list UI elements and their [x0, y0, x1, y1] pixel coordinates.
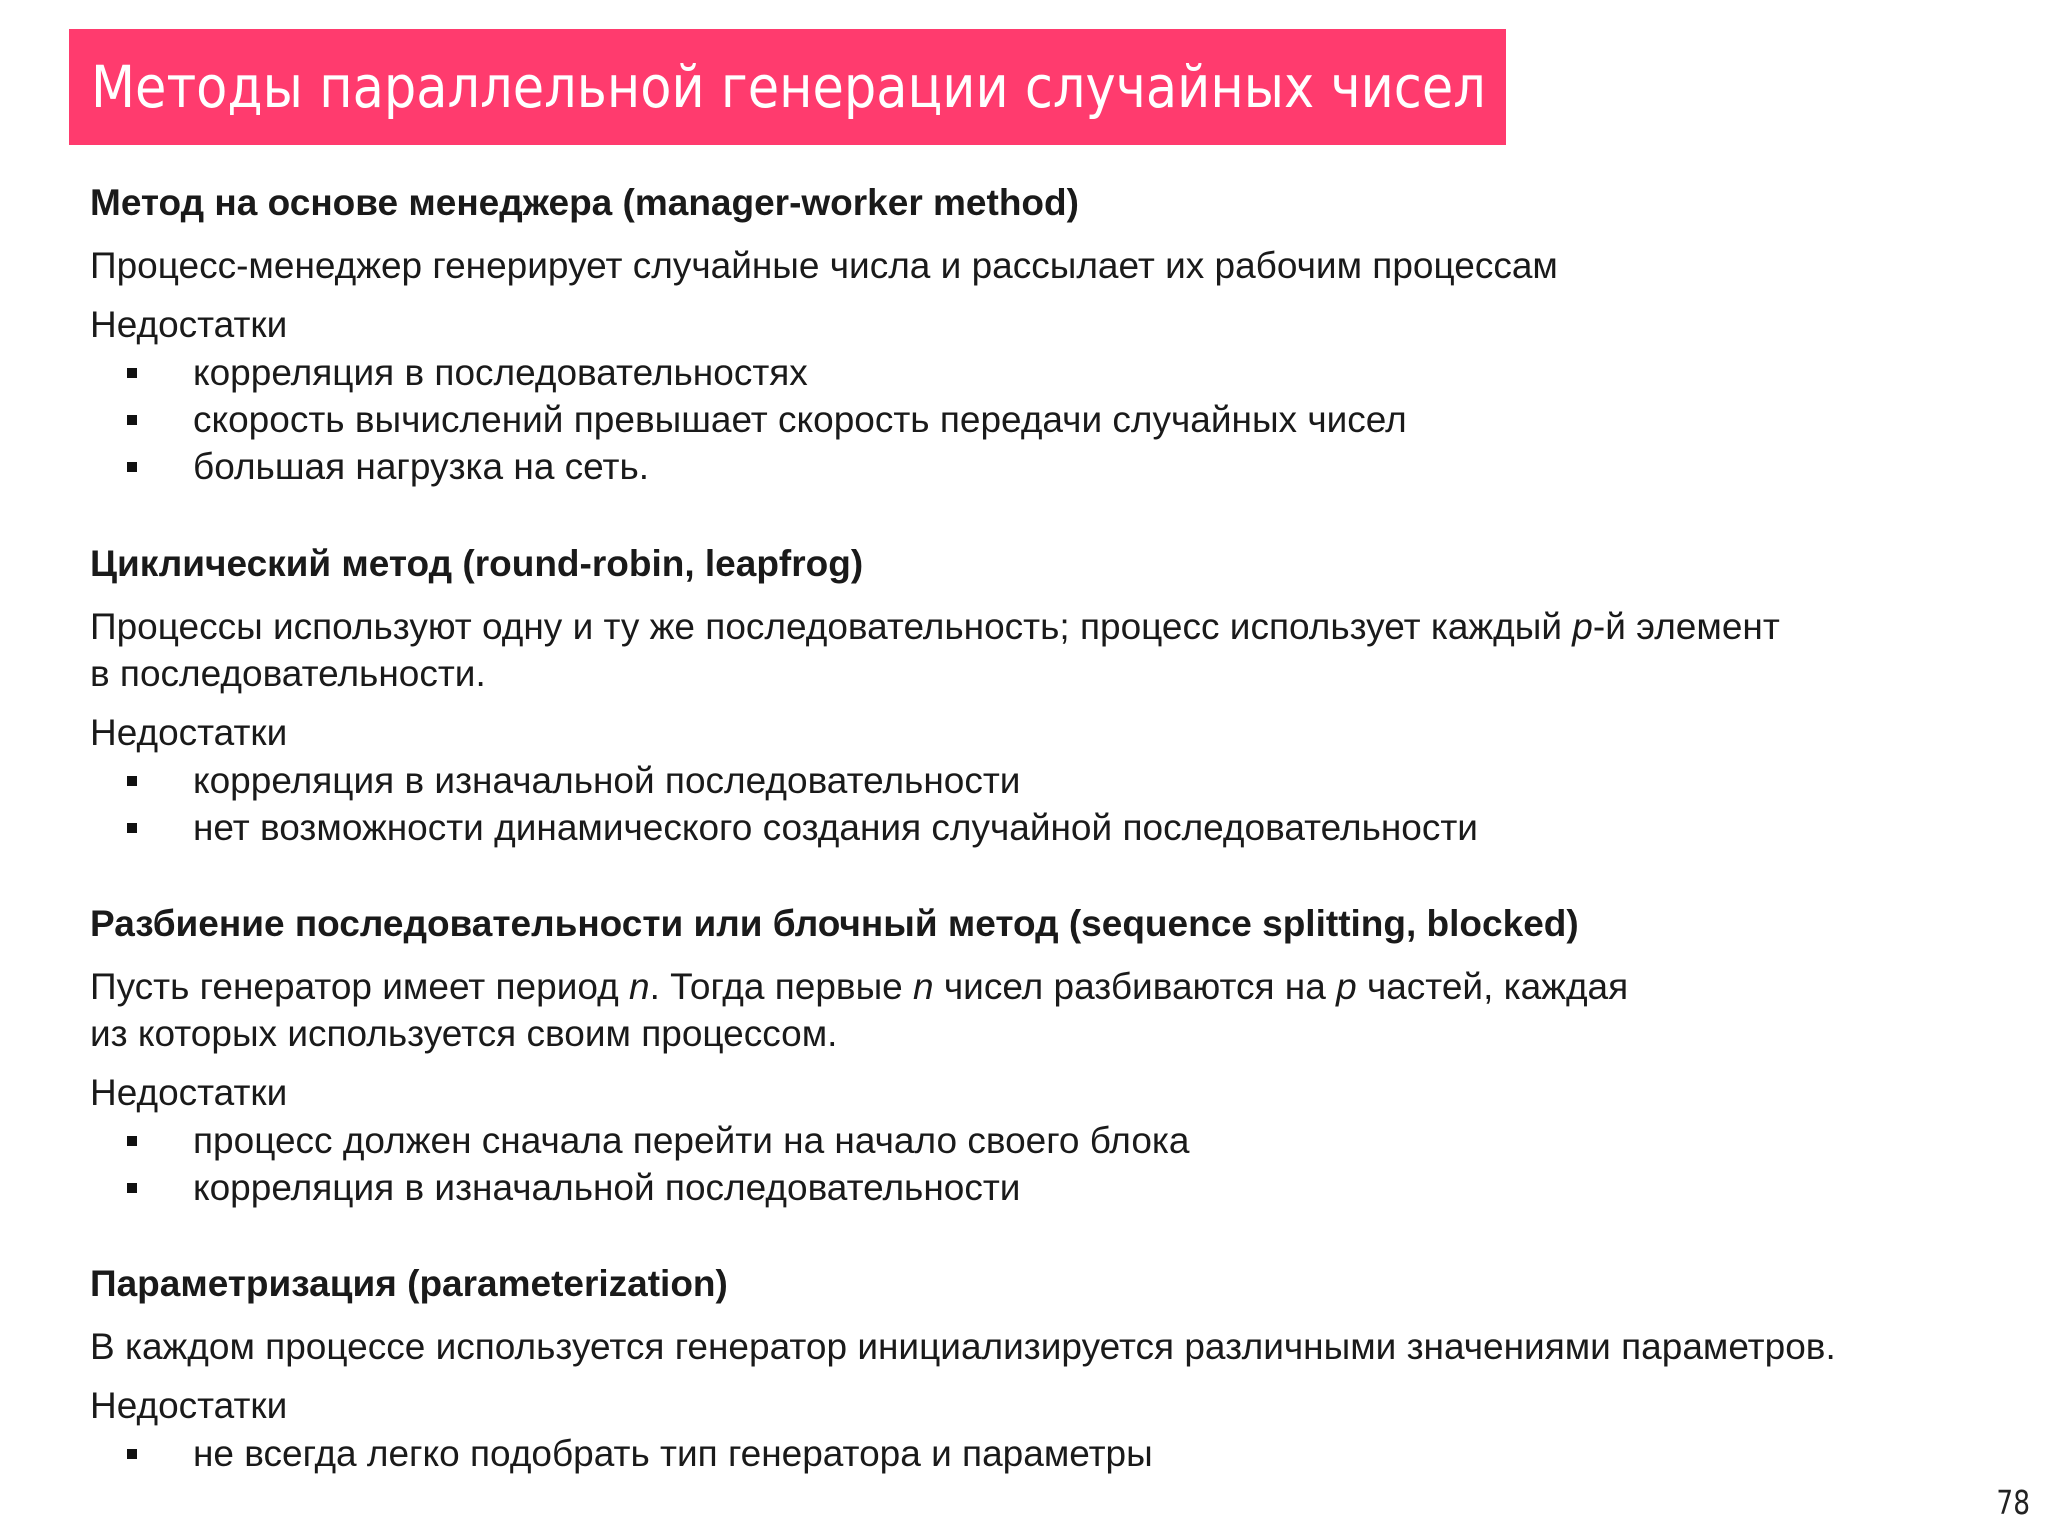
- drawbacks-label: Недостатки: [90, 1385, 288, 1426]
- list-item: [90, 1117, 2020, 1164]
- description-line: Процессы используют одну и ту же последовательность; процесс использует каждый p-й элемент: [90, 606, 1780, 647]
- slide-title: Методы параллельной генерации случайных чисел: [91, 53, 1486, 121]
- list-item-text: процесс должен сначала перейти на начало своего блока: [193, 1120, 1190, 1161]
- section-description: [90, 963, 2020, 1057]
- list-item: [90, 396, 2020, 443]
- list-item: [90, 443, 2020, 490]
- section-heading: Параметризация (parameterization): [90, 1263, 728, 1304]
- list-item-text: не всегда легко подобрать тип генератора и параметры: [193, 1433, 1153, 1474]
- list-item: [90, 1430, 2020, 1477]
- description-line: В каждом процессе используется генератор инициализируется различными значениями параметров.: [90, 1326, 1836, 1367]
- drawbacks-label: Недостатки: [90, 304, 288, 345]
- list-item: [90, 804, 2020, 851]
- math-variable: n: [629, 966, 650, 1007]
- bullet-square-icon: [127, 776, 137, 786]
- bullet-square-icon: [127, 368, 137, 378]
- list-item: [90, 1164, 2020, 1211]
- math-variable: p: [1336, 966, 1357, 1007]
- section-description: [90, 242, 2020, 289]
- section-sequence-splitting: [90, 902, 2020, 1211]
- description-line: в последовательности.: [90, 653, 486, 694]
- bullet-square-icon: [127, 462, 137, 472]
- section-manager-worker: [90, 181, 2020, 490]
- list-item-text: корреляция в изначальной последовательности: [193, 1167, 1021, 1208]
- list-item-text: большая нагрузка на сеть.: [193, 446, 650, 487]
- bullet-square-icon: [127, 823, 137, 833]
- title-bar: [69, 29, 1506, 145]
- math-variable: n: [913, 966, 934, 1007]
- section-round-robin: [90, 542, 2020, 851]
- drawbacks-list: [90, 1117, 2020, 1211]
- drawbacks-list: [90, 757, 2020, 851]
- description-line: из которых используется своим процессом.: [90, 1013, 838, 1054]
- section-parameterization: [90, 1262, 2020, 1477]
- list-item-text: скорость вычислений превышает скорость передачи случайных чисел: [193, 399, 1407, 440]
- section-description: [90, 1323, 2020, 1370]
- bullet-square-icon: [127, 1449, 137, 1459]
- section-heading: Разбиение последовательности или блочный метод (sequence splitting, blocked): [90, 903, 1579, 944]
- page-number: 78: [1996, 1483, 2030, 1522]
- list-item-text: корреляция в изначальной последовательности: [193, 760, 1021, 801]
- drawbacks-label: Недостатки: [90, 1072, 288, 1113]
- bullet-square-icon: [127, 1183, 137, 1193]
- section-heading: Циклический метод (round-robin, leapfrog): [90, 543, 864, 584]
- list-item-text: корреляция в последовательностях: [193, 352, 808, 393]
- list-item-text: нет возможности динамического создания случайной последовательности: [193, 807, 1478, 848]
- section-heading: Метод на основе менеджера (manager-worker method): [90, 182, 1079, 223]
- list-item: [90, 757, 2020, 804]
- drawbacks-label: Недостатки: [90, 712, 288, 753]
- math-variable: p: [1572, 606, 1593, 647]
- bullet-square-icon: [127, 1136, 137, 1146]
- description-line: Процесс-менеджер генерирует случайные числа и рассылает их рабочим процессам: [90, 245, 1558, 286]
- drawbacks-list: [90, 349, 2020, 490]
- bullet-square-icon: [127, 415, 137, 425]
- section-description: [90, 603, 2020, 697]
- list-item: [90, 349, 2020, 396]
- description-line: Пусть генератор имеет период n. Тогда первые n чисел разбиваются на p частей, каждая: [90, 966, 1629, 1007]
- drawbacks-list: [90, 1430, 2020, 1477]
